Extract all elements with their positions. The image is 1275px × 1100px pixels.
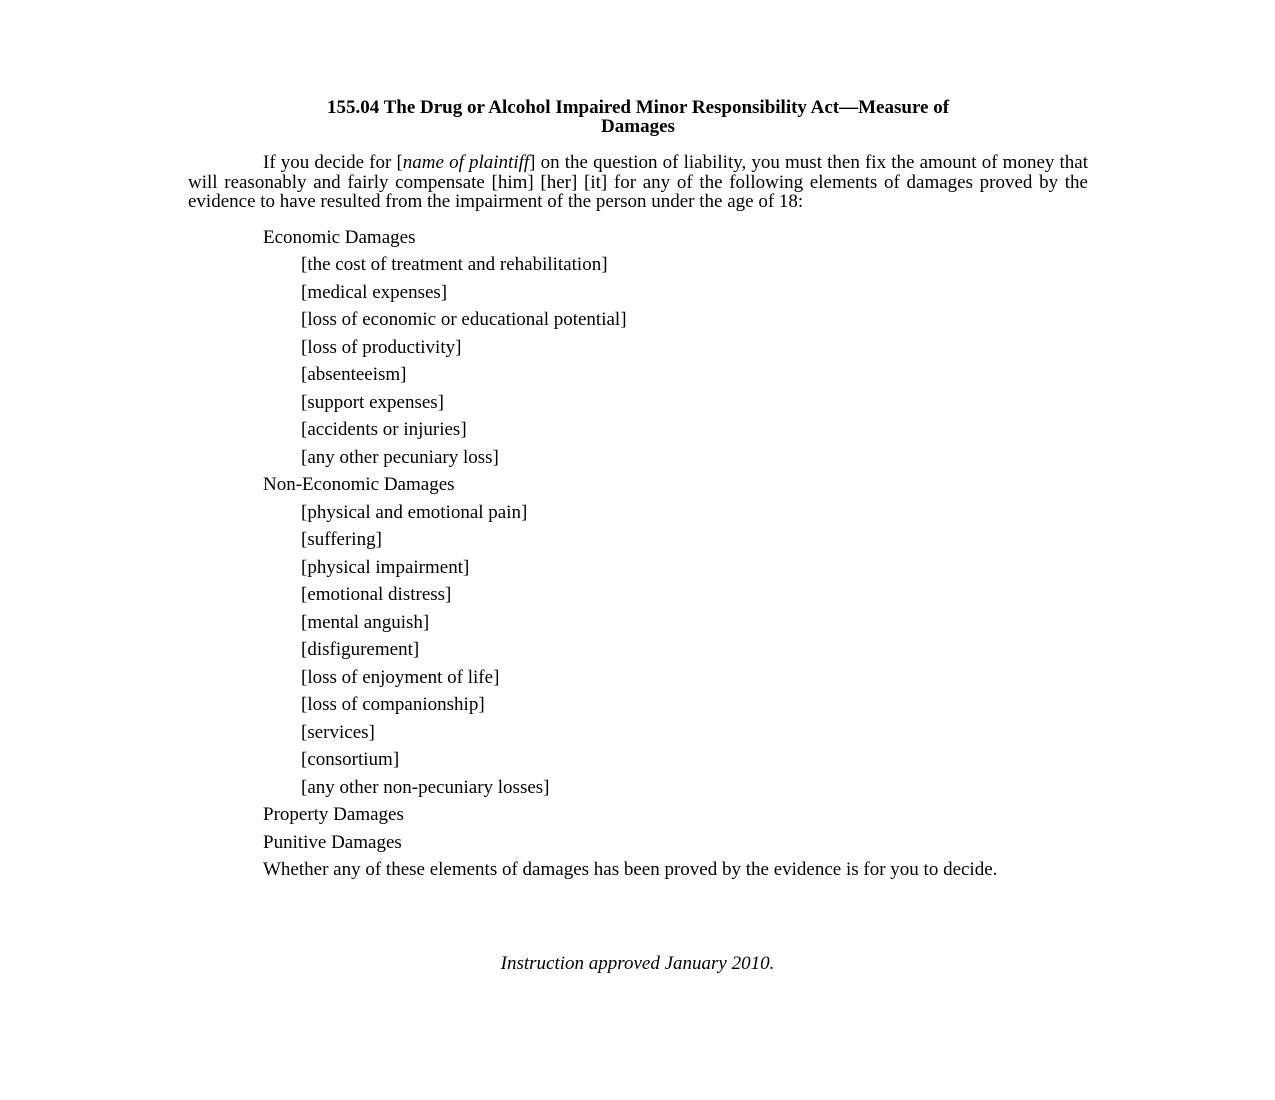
title-line-2: Damages	[601, 116, 675, 137]
economic-item: [absenteeism]	[301, 364, 407, 385]
non-economic-item: [loss of companionship]	[301, 694, 485, 715]
title-line-1: 155.04 The Drug or Alcohol Impaired Minor Responsibility Act—Measure of	[326, 97, 950, 118]
economic-item: [accidents or injuries]	[301, 419, 467, 440]
economic-damages-heading: Economic Damages	[263, 226, 416, 248]
approval-note: Instruction approved January 2010.	[500, 953, 775, 974]
non-economic-item: [disfigurement]	[301, 639, 420, 660]
non-economic-item: [emotional distress]	[301, 584, 452, 605]
economic-item: [any other pecuniary loss]	[301, 446, 499, 468]
intro-text-before: If you decide for [	[263, 152, 403, 173]
page-title	[188, 98, 1088, 136]
intro-paragraph	[188, 153, 1088, 212]
non-economic-item: [services]	[301, 721, 375, 743]
non-economic-item: [loss of enjoyment of life]	[301, 666, 500, 688]
closing-paragraph: Whether any of these elements of damages has been proved by the evidence is for you to decide.	[263, 859, 998, 880]
non-economic-item: [suffering]	[301, 529, 382, 550]
economic-item: [loss of economic or educational potential]	[301, 309, 627, 330]
non-economic-item: [mental anguish]	[301, 611, 430, 633]
property-damages-heading: Property Damages	[263, 804, 404, 825]
non-economic-item: [physical and emotional pain]	[301, 501, 528, 523]
document-body	[188, 98, 1088, 880]
non-economic-damages-heading: Non-Economic Damages	[263, 474, 455, 495]
economic-item: [medical expenses]	[301, 281, 448, 303]
plaintiff-placeholder: name of plaintiff	[402, 152, 530, 173]
non-economic-item: [any other non-pecuniary losses]	[301, 776, 550, 798]
economic-item: [loss of productivity]	[301, 336, 462, 358]
economic-item: [the cost of treatment and rehabilitation]	[301, 254, 608, 275]
non-economic-item: [consortium]	[301, 749, 400, 770]
economic-item: [support expenses]	[301, 391, 444, 413]
punitive-damages-heading: Punitive Damages	[263, 831, 402, 853]
intro-text-after: ] on the question of liability, you must then fix the amount of money that will reasonably and fairly compensate [him] [her] [it] for any of the following elements of damages proved by the evidence to have resulted from the impairment of the person under the age of 18:	[188, 152, 1089, 212]
non-economic-item: [physical impairment]	[301, 556, 470, 578]
